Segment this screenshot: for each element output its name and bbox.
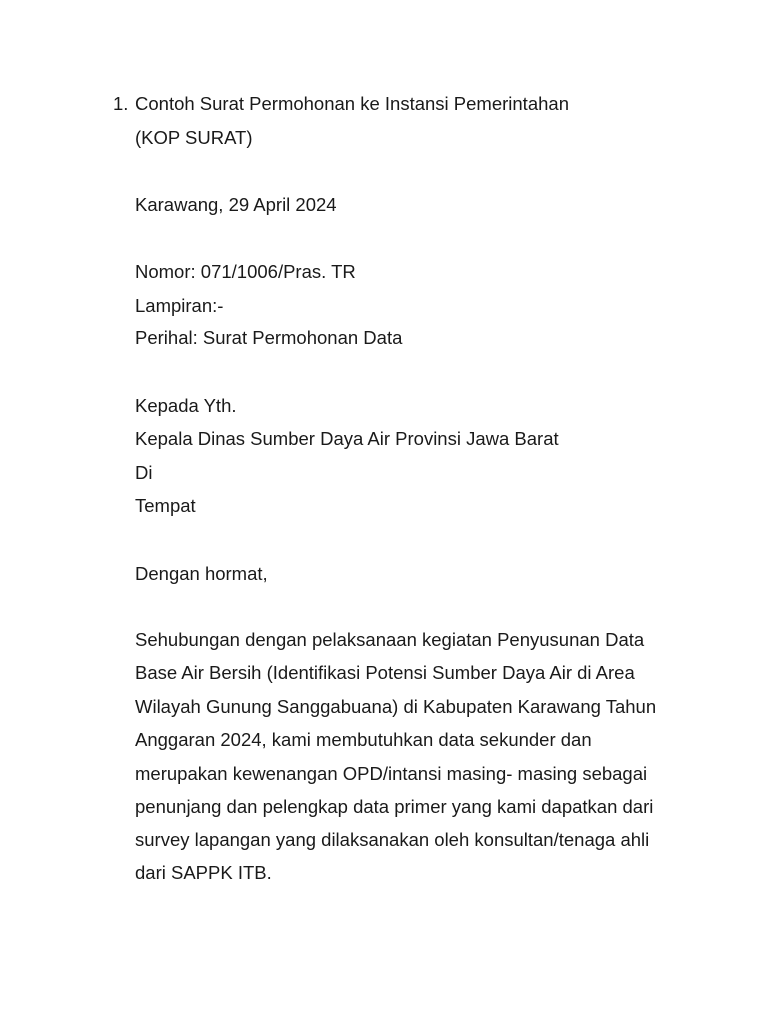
kop-surat: (KOP SURAT) [135,127,253,148]
body-line: Wilayah Gunung Sanggabuana) di Kabupaten Karawang Tahun [135,696,657,717]
recipient-di: Di [135,462,153,483]
recipient-place: Tempat [135,495,196,516]
recipient-greeting: Kepada Yth. [135,395,237,416]
body-line: survey lapangan yang dilaksanakan oleh konsultan/tenaga ahli [135,829,650,850]
subject: Perihal: Surat Permohonan Data [135,327,403,348]
letter-number: Nomor: 071/1006/Pras. TR [135,261,356,282]
body-line: Anggaran 2024, kami membutuhkan data sekunder dan [135,729,592,750]
attachment: Lampiran:- [135,295,224,316]
salutation: Dengan hormat, [135,563,268,584]
letter-heading: Contoh Surat Permohonan ke Instansi Pemerintahan [135,93,569,114]
place-date: Karawang, 29 April 2024 [135,194,337,215]
body-line: penunjang dan pelengkap data primer yang kami dapatkan dari [135,796,654,817]
recipient-name: Kepala Dinas Sumber Daya Air Provinsi Jawa Barat [135,428,559,449]
body-line: Sehubungan dengan pelaksanaan kegiatan Penyusunan Data [135,629,645,650]
body-line: merupakan kewenangan OPD/intansi masing- masing sebagai [135,763,648,784]
body-line: dari SAPPK ITB. [135,862,272,883]
list-number: 1. [113,93,129,114]
body-line: Base Air Bersih (Identifikasi Potensi Sumber Daya Air di Area [135,662,635,683]
